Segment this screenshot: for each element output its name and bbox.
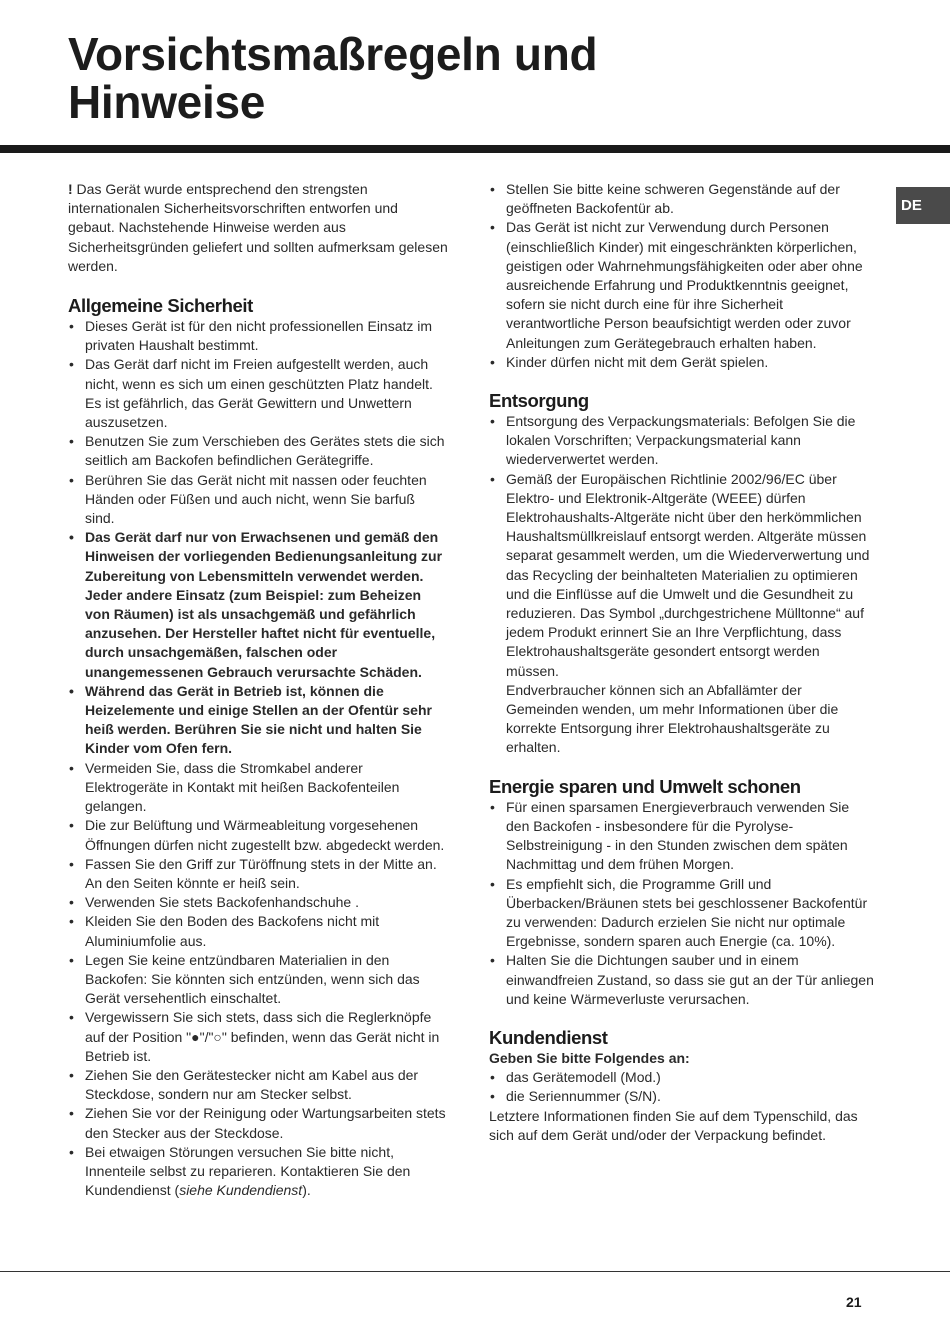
- list-item-bold: • Während das Gerät in Betrieb ist, können die Heizelemente und einige Stellen an der Ofentür sehr heiß werden. Berühren Sie sie nicht und halten Sie Kinder vom Ofen fern.: [68, 682, 448, 759]
- section-heading-allgemeine-sicherheit: Allgemeine Sicherheit: [68, 295, 253, 317]
- entsorgung-list: [489, 412, 874, 758]
- list-item: • Legen Sie keine entzündbaren Materialien in den Backofen: Sie könnten sich entzünden, wenn sich das Gerät versehentlich einschaltet.: [68, 951, 448, 1009]
- intro-text: Das Gerät wurde entsprechend den strengsten internationalen Sicherheitsvorschriften entworfen und gebaut. Nachstehende Hinweise werden aus Sicherheitsgründen geliefert und sollten aufmerksam gelesen werden.: [68, 181, 448, 274]
- list-item: • Halten Sie die Dichtungen sauber und in einem einwandfreien Zustand, so dass sie gut an der Tür anliegen und keine Wärmeverluste verursachen.: [489, 951, 874, 1009]
- list-item: • Verwenden Sie stets Backofenhandschuhe .: [68, 893, 448, 912]
- safety-continued-list: [489, 180, 874, 372]
- kundendienst-list: [489, 1068, 874, 1106]
- language-tab: DE: [896, 187, 950, 224]
- list-item: • Für einen sparsamen Energieverbrauch verwenden Sie den Backofen - insbesondere für die Pyrolyse-Selbstreinigung - in den Stunden zwischen dem späten Nachmittag und dem frühen Morgen.: [489, 798, 874, 875]
- list-item-continuation: Endverbraucher können sich an Abfallämter der Gemeinden wenden, um mehr Informationen über die korrekte Entsorgung ihrer Elektrohaushaltsgeräte zu erhalten.: [506, 681, 839, 756]
- list-item: • Stellen Sie bitte keine schweren Gegenstände auf der geöffneten Backofentür ab.: [489, 180, 874, 218]
- list-item-bold: • Das Gerät darf nur von Erwachsenen und gemäß den Hinweisen der vorliegenden Bedienungsanleitung zur Zubereitung von Lebensmitteln verwendet werden. Jeder andere Einsatz (zum Beispiel: zum Beheizen von Räumen) ist als unsachgemäß und gefährlich anzusehen. Der Hersteller haftet nicht für eventuelle, durch unsachgemäßen, falschen oder unangemessenen Gebrauch verursachte Schäden.: [68, 528, 448, 682]
- warning-exclamation-icon: !: [68, 181, 73, 197]
- kundendienst-closing: Letztere Informationen finden Sie auf dem Typenschild, das sich auf dem Gerät und/oder der Verpackung befindet.: [489, 1107, 858, 1143]
- list-item: • das Gerätemodell (Mod.): [489, 1068, 874, 1087]
- list-item: • Entsorgung des Verpackungsmaterials: Befolgen Sie die lokalen Vorschriften; Verpackungsmaterial kann wiederverwertet werden.: [489, 412, 874, 470]
- list-item: • Vermeiden Sie, dass die Stromkabel anderer Elektrogeräte in Kontakt mit heißen Backofenteilen gelangen.: [68, 759, 448, 817]
- section-heading-kundendienst: Kundendienst: [489, 1026, 608, 1048]
- title-divider: [0, 145, 950, 153]
- left-column: [68, 180, 448, 1200]
- section-heading-entsorgung: Entsorgung: [489, 390, 589, 412]
- list-item: • Vergewissern Sie sich stets, dass sich die Reglerknöpfe auf der Position "●"/"○" befinden, wenn das Gerät nicht in Betrieb ist.: [68, 1008, 448, 1066]
- list-item: • Ziehen Sie vor der Reinigung oder Wartungsarbeiten stets den Stecker aus der Steckdose.: [68, 1104, 448, 1142]
- intro-paragraph: [68, 180, 448, 276]
- section-heading-energie: Energie sparen und Umwelt schonen: [489, 775, 801, 797]
- list-item: • Ziehen Sie den Gerätestecker nicht am Kabel aus der Steckdose, sondern nur am Stecker selbst.: [68, 1066, 448, 1104]
- list-item: • Gemäß der Europäischen Richtlinie 2002/96/EC über Elektro- und Elektronik-Altgeräte (WEEE) dürfen Elektrohaushalts-Altgeräte nicht über den herkömmlichen Haushaltsmüllkreislauf entsorgt werden. Altgeräte müssen separat gesammelt werden, um die Wiederverwertung und das Recycling der beinhalteten Materialien zu optimieren und die Einflüsse auf die Umwelt und die Gesundheit zu reduzieren. Das Symbol „durchgestrichene Mülltonne“ auf jedem Produkt erinnert Sie an Ihre Verpflichtung, dass Elektrohaushaltsgeräte gesondert entsorgt werden müssen.: [489, 470, 874, 681]
- list-item: • Dieses Gerät ist für den nicht professionellen Einsatz im privaten Haushalt bestimmt.: [68, 317, 448, 355]
- list-item: • Kleiden Sie den Boden des Backofens nicht mit Aluminiumfolie aus.: [68, 912, 448, 950]
- list-item-text: Bei etwaigen Störungen versuchen Sie bitte nicht, Innenteile selbst zu reparieren. Kontaktieren Sie den Kundendienst (: [85, 1143, 411, 1199]
- page-number: 21: [846, 1294, 862, 1310]
- list-item: • Fassen Sie den Griff zur Türöffnung stets in der Mitte an. An den Seiten könnte er heiß sein.: [68, 855, 448, 893]
- list-item: • Die zur Belüftung und Wärmeableitung vorgesehenen Öffnungen dürfen nicht zugestellt bzw. abgedeckt werden.: [68, 816, 448, 854]
- list-item: [68, 1143, 448, 1201]
- list-item: • die Seriennummer (S/N).: [489, 1087, 874, 1106]
- footer-divider: [0, 1271, 950, 1272]
- list-item: • Das Gerät ist nicht zur Verwendung durch Personen (einschließlich Kinder) mit eingeschränkten körperlichen, geistigen oder Wahrnehmungsfähigkeiten oder aber ohne ausreichende Erfahrung und Produktkenntnis geeignet, sofern sie nicht durch eine für ihre Sicherheit verantwortliche Person beaufsichtigt werden oder zuvor Anleitungen zum Gerätegebrauch erhalten haben.: [489, 218, 874, 352]
- right-column: [489, 180, 874, 1145]
- allgemeine-sicherheit-list: [68, 317, 448, 1200]
- page-title: [68, 30, 597, 126]
- list-item: • Berühren Sie das Gerät nicht mit nassen oder feuchten Händen oder Füßen und auch nicht, wenn Sie barfuß sind.: [68, 471, 448, 529]
- list-item: • Es empfiehlt sich, die Programme Grill und Überbacken/Bräunen stets bei geschlossener Backofentür zu verwenden: Dadurch erzielen Sie nicht nur optimale Ergebnisse, sondern sparen auch Energie (ca. 10%).: [489, 875, 874, 952]
- list-item: • Benutzen Sie zum Verschieben des Gerätes stets die sich seitlich am Backofen befindlichen Gerätegriffe.: [68, 432, 448, 470]
- cross-reference: siehe Kundendienst: [179, 1182, 303, 1199]
- list-item: • Das Gerät darf nicht im Freien aufgestellt werden, auch nicht, wenn es sich um einen geschützten Platz handelt. Es ist gefährlich, das Gerät Gewittern und Unwettern auszusetzen.: [68, 355, 448, 432]
- page-title-line2: Hinweise: [68, 76, 266, 128]
- list-item-text-end: ).: [302, 1182, 311, 1199]
- energie-list: [489, 798, 874, 1009]
- list-item: • Kinder dürfen nicht mit dem Gerät spielen.: [489, 353, 874, 372]
- page-title-line1: Vorsichtsmaßregeln und: [68, 28, 598, 80]
- kundendienst-subheading: Geben Sie bitte Folgendes an:: [489, 1049, 690, 1066]
